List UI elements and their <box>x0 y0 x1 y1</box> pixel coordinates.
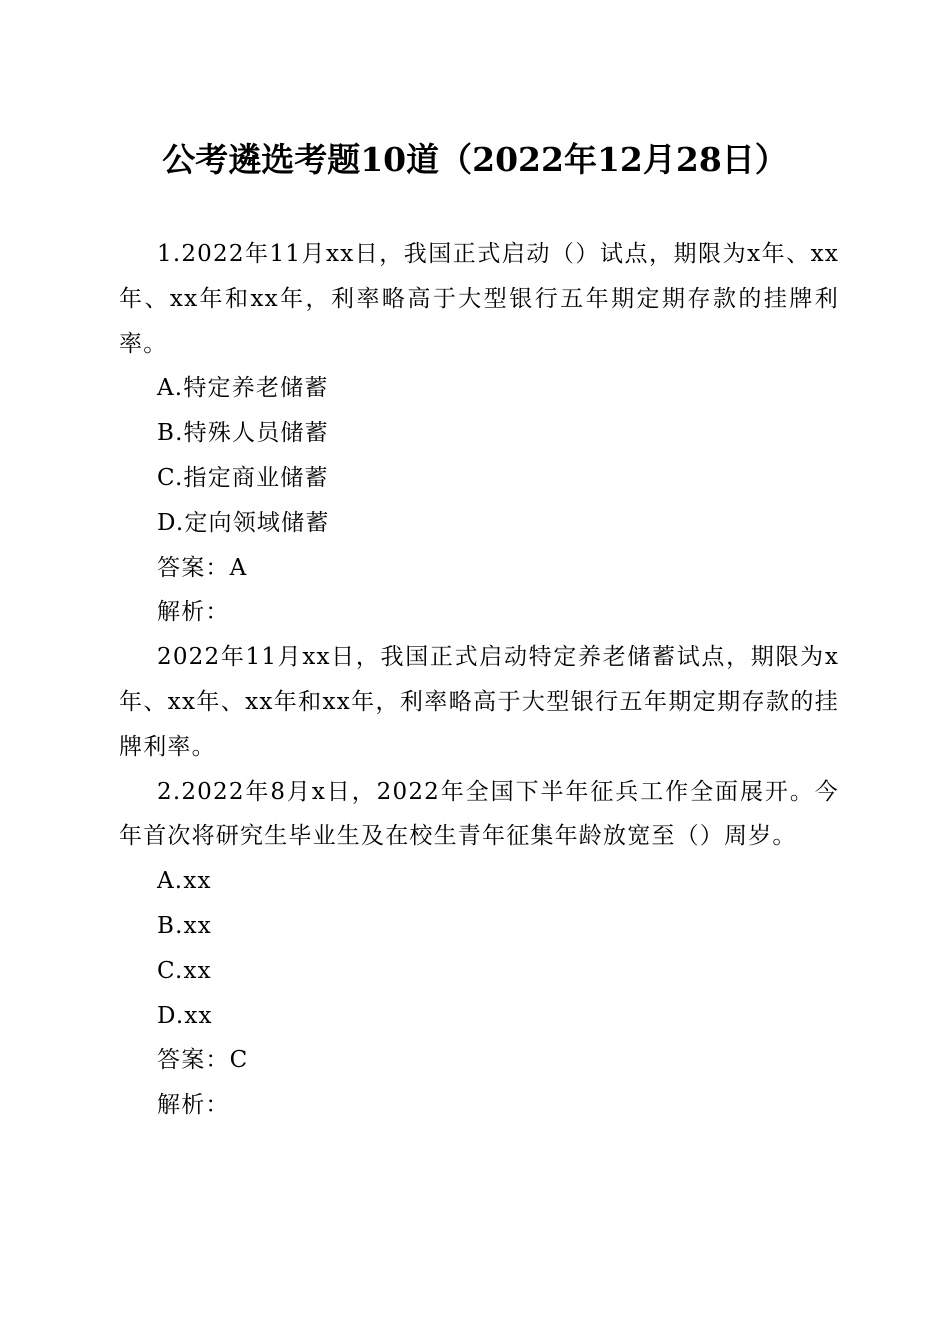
question-2-stem: 2.2022年8月x日，2022年全国下半年征兵工作全面展开。今年首次将研究生毕业生及在校生青年征集年龄放宽至（）周岁。 <box>119 778 839 850</box>
question-2-option-c: C.xx <box>157 957 212 984</box>
question-1-answer: 答案：A <box>157 554 248 581</box>
question-1-option-a: A.特定养老储蓄 <box>157 375 329 402</box>
question-1-option-d: D.定向领域储蓄 <box>157 509 330 536</box>
question-2 <box>119 770 839 1128</box>
question-1 <box>119 232 839 770</box>
question-2-option-a: A.xx <box>157 868 212 895</box>
question-1-analysis-label: 解析： <box>157 599 230 626</box>
question-1-option-b: B.特殊人员储蓄 <box>157 420 329 447</box>
question-2-analysis-label: 解析： <box>157 1092 230 1119</box>
question-2-option-d: D.xx <box>157 1002 213 1029</box>
question-2-answer: 答案：C <box>157 1047 249 1074</box>
document-body <box>119 232 839 1128</box>
document-title: 公考遴选考题10道（2022年12月28日） <box>162 140 788 179</box>
question-1-analysis: 2022年11月xx日，我国正式启动特定养老储蓄试点，期限为x年、xx年、xx年和xx年，利率略高于大型银行五年期定期存款的挂牌利率。 <box>119 644 839 760</box>
question-1-option-c: C.指定商业储蓄 <box>157 464 329 491</box>
question-2-option-b: B.xx <box>157 912 212 939</box>
question-1-stem: 1.2022年11月xx日，我国正式启动（）试点，期限为x年、xx年、xx年和xx年，利率略高于大型银行五年期定期存款的挂牌利率。 <box>119 241 839 357</box>
